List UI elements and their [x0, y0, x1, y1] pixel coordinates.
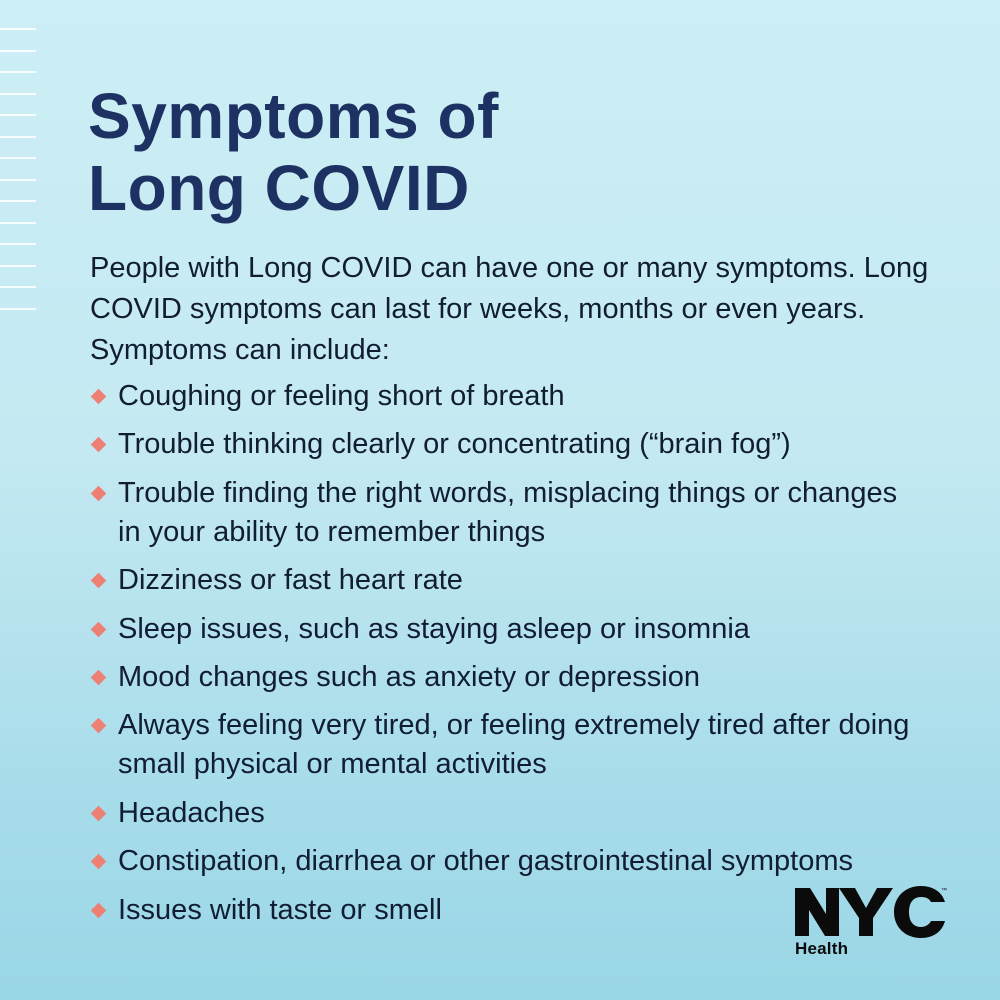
tick-mark: [0, 93, 36, 95]
list-item: [90, 658, 910, 697]
tick-mark: [0, 50, 36, 52]
symptom-text: Sleep issues, such as staying asleep or insomnia: [118, 612, 750, 645]
symptom-text: Trouble finding the right words, misplacing things or changes in your ability to remember things: [118, 476, 898, 548]
list-item: [90, 610, 910, 649]
symptom-text: Constipation, diarrhea or other gastrointestinal symptoms: [118, 845, 854, 878]
list-item: [90, 377, 910, 416]
diamond-bullet-icon: [91, 670, 107, 686]
tick-mark: [0, 308, 36, 310]
list-item: [90, 425, 910, 464]
tick-mark: [0, 157, 36, 159]
tick-mark: [0, 200, 36, 202]
tick-mark: [0, 222, 36, 224]
list-item: [90, 794, 910, 833]
tick-mark: [0, 136, 36, 138]
tick-mark: [0, 179, 36, 181]
list-item: [90, 474, 910, 552]
symptom-text: Always feeling very tired, or feeling extremely tired after doing small physical or mental activities: [118, 709, 910, 781]
list-item: [90, 561, 910, 600]
decorative-tick-marks: [0, 28, 36, 329]
diamond-bullet-icon: [91, 805, 107, 821]
nyc-health-logo: [793, 884, 953, 964]
diamond-bullet-icon: [91, 573, 107, 589]
tick-mark: [0, 265, 36, 267]
list-item: [90, 842, 910, 881]
list-item: [90, 891, 910, 930]
symptom-text: Mood changes such as anxiety or depression: [118, 660, 700, 693]
svg-text:™: ™: [941, 888, 947, 894]
tick-mark: [0, 243, 36, 245]
page-title-line-1: Symptoms of: [88, 80, 499, 152]
diamond-bullet-icon: [91, 486, 107, 502]
diamond-bullet-icon: [91, 621, 107, 637]
page-title: [88, 80, 788, 224]
diamond-bullet-icon: [91, 902, 107, 918]
tick-mark: [0, 286, 36, 288]
symptom-text: Trouble thinking clearly or concentrating (“brain fog”): [118, 428, 791, 461]
page-title-line-2: Long COVID: [88, 152, 470, 224]
symptoms-list: [90, 377, 910, 939]
diamond-bullet-icon: [91, 854, 107, 870]
diamond-bullet-icon: [91, 718, 107, 734]
intro-paragraph: People with Long COVID can have one or many symptoms. Long COVID symptoms can last for weeks, months or even years. Symptoms can include:: [90, 252, 929, 366]
tick-mark: [0, 71, 36, 73]
diamond-bullet-icon: [91, 437, 107, 453]
list-item: [90, 706, 910, 784]
symptom-text: Dizziness or fast heart rate: [118, 564, 463, 597]
nyc-logo-icon: [793, 884, 953, 940]
symptom-text: Coughing or feeling short of breath: [118, 380, 565, 412]
tick-mark: [0, 28, 36, 30]
symptom-text: Headaches: [118, 796, 265, 829]
diamond-bullet-icon: [91, 389, 107, 405]
symptom-text: Issues with taste or smell: [118, 893, 442, 926]
tick-mark: [0, 114, 36, 116]
logo-subtext: Health: [795, 939, 849, 958]
